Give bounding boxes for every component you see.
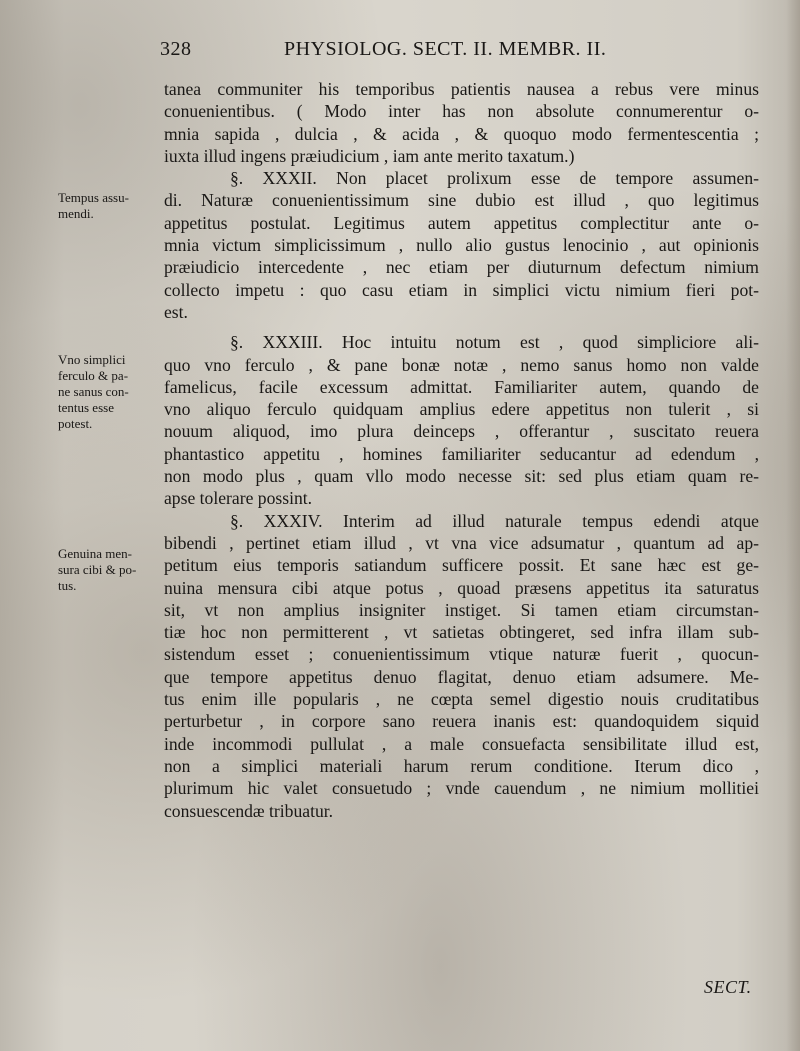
margin-note-line: Genuina men- bbox=[58, 546, 133, 561]
text-line: quo vno ferculo , & pane bonæ notæ , nemo sanus homo non valde bbox=[164, 354, 759, 375]
page-header bbox=[160, 38, 760, 68]
page-number: 328 bbox=[160, 38, 192, 60]
text-line: plurimum hic valet consuetudo ; vnde cauendum , ne nimium mollitiei bbox=[164, 778, 759, 799]
margin-note-genuina bbox=[58, 546, 166, 594]
page-edge-shadow bbox=[786, 0, 800, 1051]
margin-note-line: potest. bbox=[58, 416, 93, 431]
text-line: mnia sapida , dulcia , & acida , & quoquo modo fermentescentia ; bbox=[164, 123, 759, 144]
text-line: appetitus postulat. Legitimus autem appetitus complectitur ante o- bbox=[164, 212, 759, 233]
text-line: nuina mensura cibi atque potus , quoad præsens appetitus ita saturatus bbox=[164, 577, 759, 598]
text-line: que tempore appetitus denuo flagitat, denuo etiam adsumere. Me- bbox=[164, 666, 759, 687]
margin-note-line: tentus esse bbox=[58, 400, 114, 415]
text-line: præiudicio intercedente , nec etiam per diuturnum defectum nimium bbox=[164, 257, 759, 278]
text-line: vno aliquo ferculo quidquam amplius edere appetitus non tulerit , si bbox=[164, 399, 759, 420]
text-line: iuxta illud ingens præiudicium , iam ante merito taxatum.) bbox=[164, 145, 575, 166]
text-line: tiæ hoc non permitterent , vt satietas obtingeret, sed infra illam sub- bbox=[164, 622, 759, 643]
text-line: sistendum esset ; conuenientissimum vtique naturæ fuerit , quocun- bbox=[164, 644, 759, 665]
text-line: bibendi , pertinet etiam illud , vt vna vice adsumatur , quantum ad ap- bbox=[164, 532, 759, 553]
margin-note-vno bbox=[58, 352, 166, 432]
margin-note-line: tus. bbox=[58, 578, 77, 593]
margin-note-line: Tempus assu- bbox=[58, 190, 129, 205]
section-heading-line: §. XXXIV. Interim ad illud naturale tempus edendi atque bbox=[230, 510, 759, 531]
text-line: collecto impetu : quo casu etiam in simplici victu nimium fieri pot- bbox=[164, 279, 759, 300]
catchword: SECT. bbox=[704, 977, 752, 997]
text-line: phantastico appetitu , homines familiariter seducantur ad edendum , bbox=[164, 443, 759, 464]
text-line: perturbetur , in corpore sano reuera inanis est: quandoquidem siquid bbox=[164, 711, 759, 732]
text-line: tus enim ille popularis , ne cœpta semel digestio nouis cruditatibus bbox=[164, 689, 759, 710]
main-text bbox=[164, 78, 759, 822]
text-line: tanea communiter his temporibus patientis nausea a rebus vere minus bbox=[164, 79, 759, 99]
running-title: PHYSIOLOG. SECT. II. MEMBR. II. bbox=[284, 38, 607, 60]
margin-note-line: sura cibi & po- bbox=[58, 562, 137, 577]
text-line: est. bbox=[164, 301, 188, 322]
text-line: petitum eius temporis satiandum sufficere possit. Et sane hæc est ge- bbox=[164, 555, 759, 576]
margin-note-line: ne sanus con- bbox=[58, 384, 129, 399]
margin-note-line: ferculo & pa- bbox=[58, 368, 129, 383]
margin-note-tempus bbox=[58, 190, 166, 222]
margin-note-line: mendi. bbox=[58, 206, 94, 221]
text-line: non a simplici materiali harum rerum conditione. Iterum dico , bbox=[164, 755, 759, 776]
text-line: sit, vt non amplius insigniter instiget. Si tamen etiam circumstan- bbox=[164, 599, 759, 620]
section-heading-line: §. XXXIII. Hoc intuitu notum est , quod simpliciore ali- bbox=[230, 332, 759, 353]
text-line: conuenientibus. ( Modo inter has non absolute connumerentur o- bbox=[164, 101, 759, 122]
section-heading-line: §. XXXII. Non placet prolixum esse de tempore assumen- bbox=[230, 168, 759, 189]
text-line: nouum aliquod, imo plura deinceps , offerantur , suscitato reuera bbox=[164, 421, 759, 442]
text-line: di. Naturæ conuenientissimum sine dubio est illud , quo legitimus bbox=[164, 190, 759, 211]
text-line: consuescendæ tribuatur. bbox=[164, 800, 334, 821]
text-line: famelicus, facile excessum admittat. Familiariter autem, quando de bbox=[164, 376, 759, 397]
text-line: apse tolerare possint. bbox=[164, 488, 313, 509]
text-line: mnia victum simplicissimum , nullo alio gustus lenocinio , aut opinionis bbox=[164, 235, 759, 256]
margin-note-line: Vno simplici bbox=[58, 352, 126, 367]
text-line: non modo plus , quam vllo modo necesse sit: sed plus etiam quam re- bbox=[164, 466, 759, 487]
text-line: inde incommodi pullulat , a male consuefacta sensibilitate illud est, bbox=[164, 733, 759, 754]
